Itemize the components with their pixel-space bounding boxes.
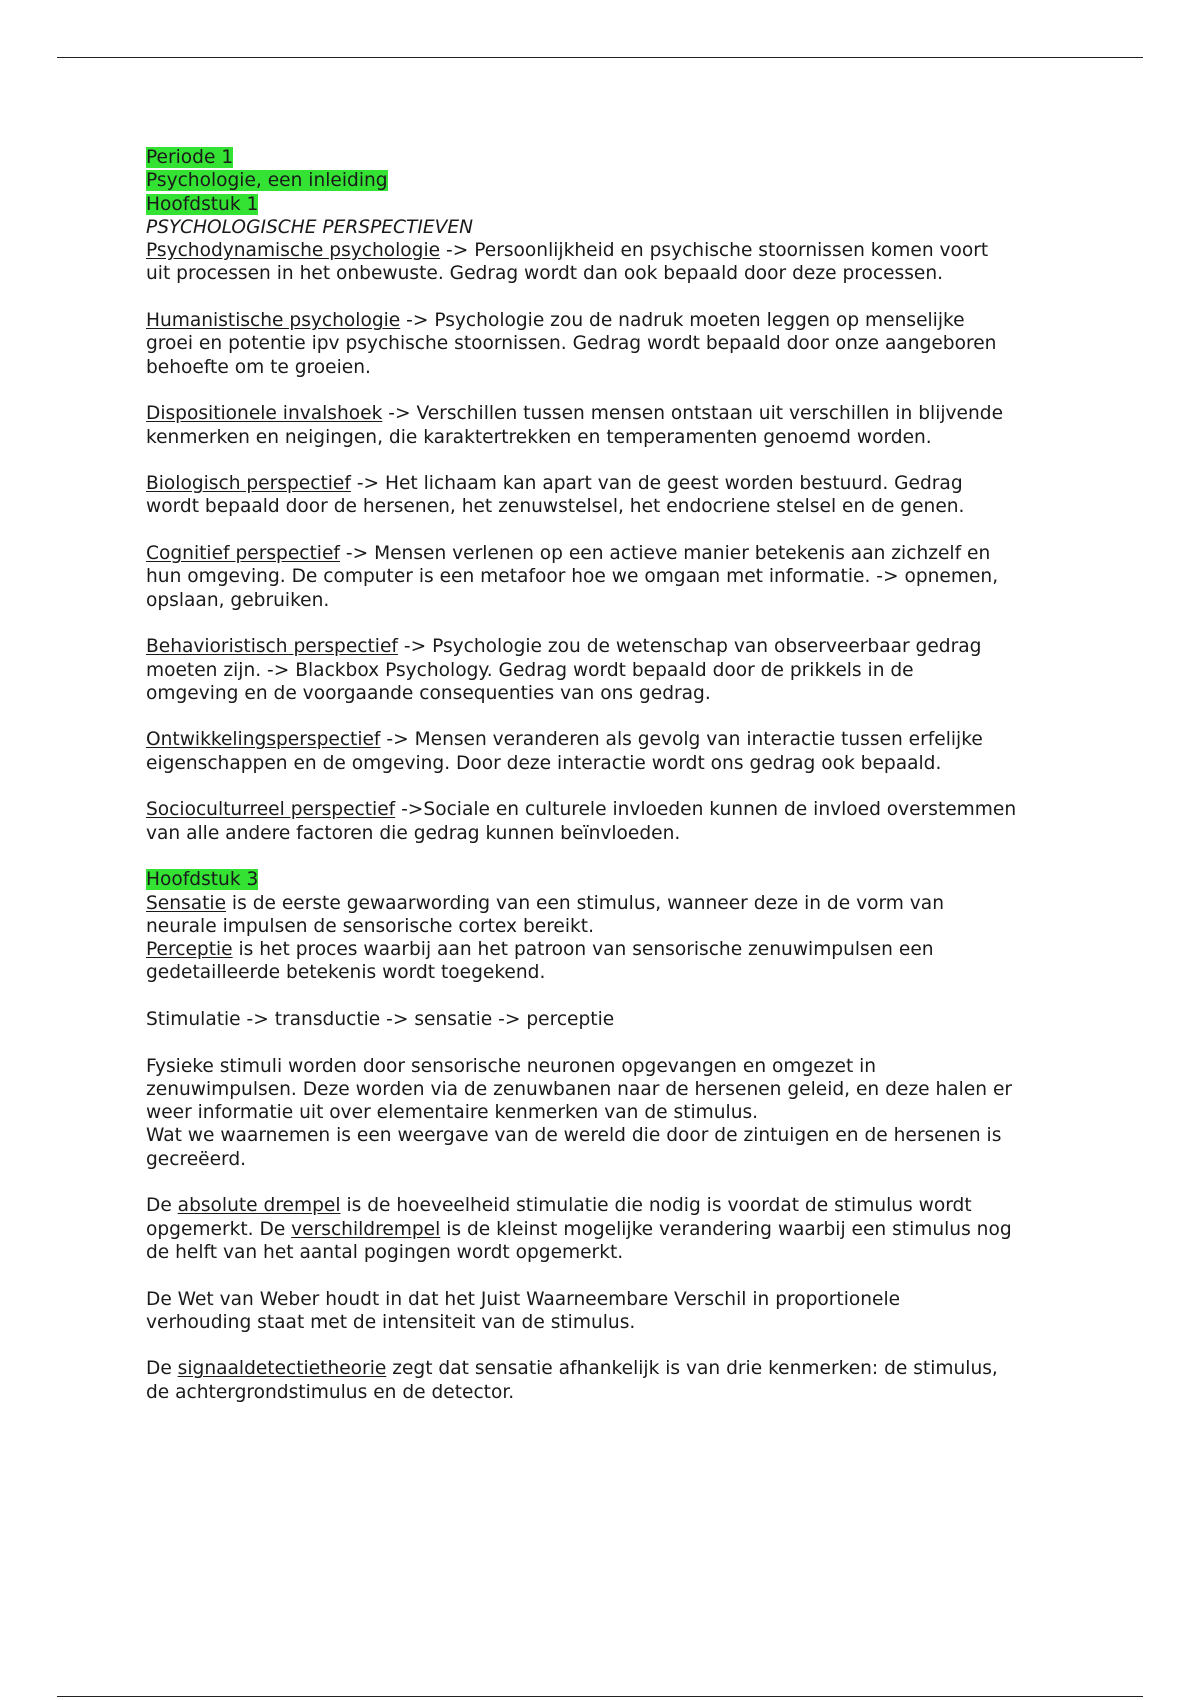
term: Behavioristisch perspectief [146,636,398,658]
perspective-humanistic: Humanistische psychologie -> Psychologie zou de nadruk moeten leggen op menselijke groei en potentie ipv psychische stoornissen. Gedrag wordt bepaald door onze aangeboren behoefte om te groeien. [146,310,997,378]
bottom-rule [57,1696,1143,1697]
perspective-cognitive: Cognitief perspectief -> Mensen verlenen op een actieve manier betekenis aan zichzelf en hun omgeving. De computer is een metafoor hoe we omgaan met informatie. -> opnemen, opslaan, gebruiken. [146,543,999,611]
term: verschildrempel [291,1218,441,1240]
term: Socioculturreel perspectief [146,799,396,821]
top-rule [57,57,1143,58]
term: Dispositionele invalshoek [146,403,383,425]
threshold-paragraph: De absolute drempel is de hoeveelheid stimulatie die nodig is voordat de stimulus wordt opgemerkt. De verschildrempel is de kleinst mogelijke verandering waarbij een stimulus nog de helft van het aantal pogingen wordt opgemerkt. [146,1195,1012,1263]
course-title: Psychologie, een inleiding [146,170,388,192]
perspective-psychodynamic: Psychodynamische psychologie -> Persoonlijkheid en psychische stoornissen komen voort uit processen in het onbewuste. Gedrag wordt dan ook bepaald door deze processen. [146,240,989,285]
term: Ontwikkelingsperspectief [146,729,381,751]
term: signaaldetectietheorie [177,1358,387,1380]
document-body [146,146,1091,1404]
chapter-3-heading: Hoofdstuk 3 [146,869,259,891]
perspective-dispositional: Dispositionele invalshoek -> Verschillen tussen mensen ontstaan uit verschillen in blijvende kenmerken en neigingen, die karaktertrekken en temperamenten genoemd worden. [146,403,1004,448]
signal-detection-paragraph: De signaaldetectietheorie zegt dat sensatie afhankelijk is van drie kenmerken: de stimulus, de achtergrondstimulus en de detector. [146,1358,998,1403]
term: Humanistische psychologie [146,310,401,332]
perspective-biological: Biologisch perspectief -> Het lichaam kan apart van de geest worden bestuurd. Gedrag wordt bepaald door de hersenen, het zenuwstelsel, het endocriene stelsel en de genen. [146,473,965,518]
term: absolute drempel [177,1195,341,1217]
term: Psychodynamische psychologie [146,240,441,262]
perspective-sociocultural: Socioculturreel perspectief ->Sociale en culturele invloeden kunnen de invloed overstemmen van alle andere factoren die gedrag kunnen beïnvloeden. [146,799,1017,844]
term: Biologisch perspectief [146,473,351,495]
term: Sensatie [146,892,227,914]
perspective-developmental: Ontwikkelingsperspectief -> Mensen veranderen als gevolg van interactie tussen erfelijke eigenschappen en de omgeving. Door deze interactie wordt ons gedrag ook bepaald. [146,729,983,774]
process-chain: Stimulatie -> transductie -> sensatie -> perceptie [146,1008,615,1030]
period-label: Periode 1 [146,147,234,168]
sensatie-definition: Sensatie is de eerste gewaarwording van een stimulus, wanneer deze in de vorm van neurale impulsen de sensorische cortex bereikt. [146,892,944,937]
section-title: PSYCHOLOGISCHE PERSPECTIEVEN [146,216,473,238]
physical-stimuli-paragraph: Fysieke stimuli worden door sensorische neuronen opgevangen en omgezet in zenuwimpulsen. Deze worden via de zenuwbanen naar de hersenen geleid, en deze halen er weer informatie uit over elementaire kenmerken van de stimulus. Wat we waarnemen is een weergave van de wereld die door de zintuigen en de hersenen is gecreëerd. [146,1055,1013,1170]
chapter-1-heading: Hoofdstuk 1 [146,193,259,215]
term: Cognitief perspectief [146,543,340,565]
weber-paragraph: De Wet van Weber houdt in dat het Juist Waarneembare Verschil in proportionele verhouding staat met de intensiteit van de stimulus. [146,1288,901,1333]
perceptie-definition: Perceptie is het proces waarbij aan het patroon van sensorische zenuwimpulsen een gedetailleerde betekenis wordt toegekend. [146,939,934,984]
perspective-behaviorist: Behavioristisch perspectief -> Psychologie zou de wetenschap van observeerbaar gedrag moeten zijn. -> Blackbox Psychology. Gedrag wordt bepaald door de prikkels in de omgeving en de voorgaande consequenties van ons gedrag. [146,636,982,704]
term: Perceptie [146,939,233,961]
